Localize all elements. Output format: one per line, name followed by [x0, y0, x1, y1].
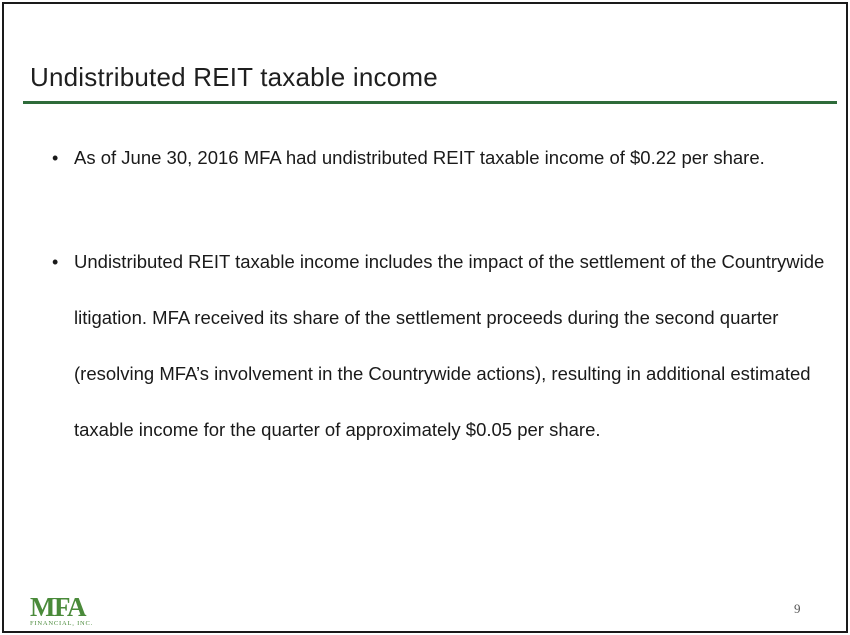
slide [2, 2, 848, 633]
bullet-text: As of June 30, 2016 MFA had undistributed REIT taxable income of $0.22 per share. [74, 147, 765, 168]
bullet-list [52, 130, 827, 458]
logo-subtitle: FINANCIAL, INC. [30, 620, 94, 627]
page-number: 9 [794, 601, 801, 616]
bullet-dot-icon: • [52, 252, 59, 272]
slide-title: Undistributed REIT taxable income [30, 62, 438, 92]
bullet-item [52, 130, 827, 186]
logo-mark: MFA [30, 592, 85, 622]
mfa-logo [30, 594, 130, 628]
title-underline [23, 101, 837, 104]
bullet-text: Undistributed REIT taxable income includes the impact of the settlement of the Countrywide litigation. MFA received its share of the settlement proceeds during the second quarter (resolving MFA’s involvement in the Countrywide actions), resulting in additional estimated taxable income for the quarter of approximately $0.05 per share. [74, 251, 825, 440]
bullet-dot-icon: • [52, 148, 59, 168]
bullet-item [52, 234, 827, 458]
